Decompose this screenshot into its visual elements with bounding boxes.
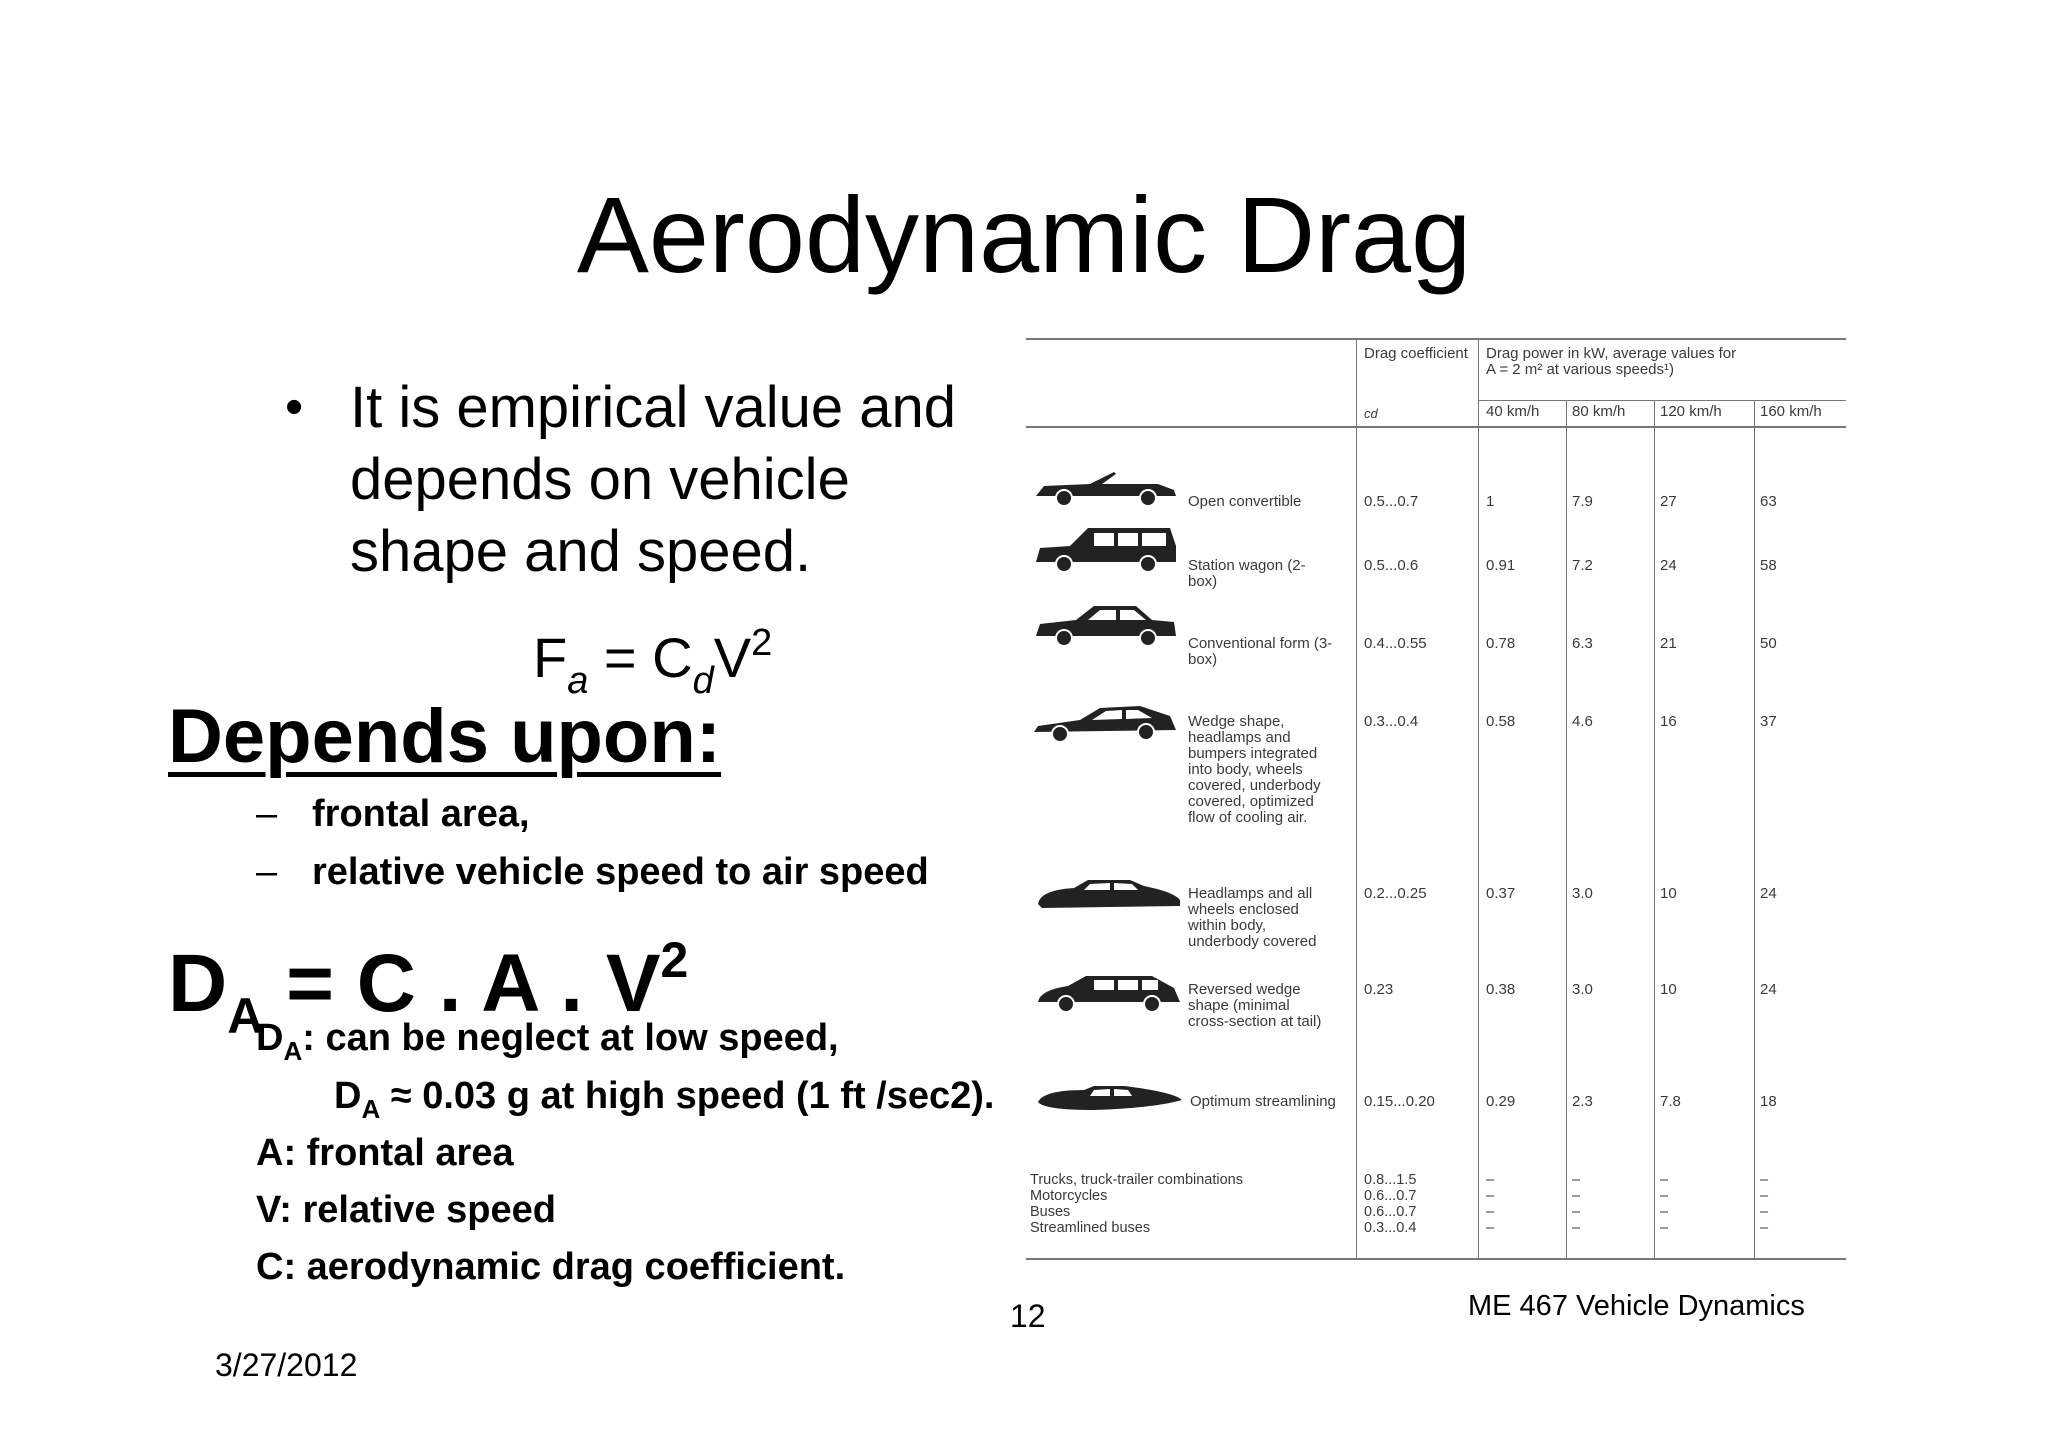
- row-power-40: 1: [1486, 493, 1495, 510]
- table-rule: [1654, 400, 1655, 1258]
- table-rule: [1026, 426, 1846, 428]
- other-power-dash: –: [1760, 1172, 1769, 1188]
- bullet-text: It is empirical value and depends on vehicle shape and speed.: [350, 375, 957, 584]
- wedge-car-icon: [1030, 702, 1180, 746]
- other-cd: 0.3...0.4: [1364, 1220, 1417, 1236]
- depends-heading: Depends upon:: [168, 694, 722, 779]
- row-description: Open convertible: [1188, 493, 1302, 510]
- header-speed-120: 120 km/h: [1660, 403, 1722, 420]
- other-cd: 0.6...0.7: [1364, 1204, 1417, 1220]
- other-cd: 0.6...0.7: [1364, 1188, 1417, 1204]
- other-power-dash: –: [1486, 1204, 1495, 1220]
- table-rule: [1356, 338, 1357, 1258]
- other-power-dash: –: [1486, 1172, 1495, 1188]
- row-power-80: 4.6: [1572, 713, 1593, 730]
- other-cd: 0.8...1.5: [1364, 1172, 1417, 1188]
- table-rule: [1026, 338, 1846, 340]
- header-cd-symbol: cd: [1364, 406, 1378, 421]
- row-description: Headlamps and all wheels enclosed within body, underbody covered: [1188, 885, 1317, 950]
- row-power-160: 50: [1760, 635, 1777, 652]
- row-power-40: 0.37: [1486, 885, 1516, 902]
- row-cd: 0.4...0.55: [1364, 635, 1427, 652]
- row-power-120: 16: [1660, 713, 1677, 730]
- row-cd: 0.2...0.25: [1364, 885, 1427, 902]
- row-description: Reversed wedge shape (minimal cross-section at tail): [1188, 981, 1322, 1030]
- table-rule: [1754, 400, 1755, 1258]
- note-high-speed: $D_A \approx 0.03$ g at high speed (1 ft /sec2).: [334, 1075, 995, 1124]
- bullet-marker: •: [285, 378, 304, 436]
- row-cd: 0.3...0.4: [1364, 713, 1419, 730]
- force-formula: $F_a = C_dV^2$: [533, 622, 773, 702]
- row-power-80: 3.0: [1572, 885, 1593, 902]
- row-cd: 0.23: [1364, 981, 1394, 998]
- reversed-wedge-car-icon: [1034, 970, 1184, 1014]
- drag-formula: $D_A = C$ . A . $V^2$: [168, 932, 689, 1044]
- header-drag-coefficient: Drag coefficient: [1364, 345, 1468, 362]
- other-power-dash: –: [1660, 1172, 1669, 1188]
- note-low-speed: $D_A$: can be neglect at low speed,: [256, 1017, 839, 1066]
- row-description: Optimum streamlining: [1190, 1093, 1336, 1110]
- row-power-120: 27: [1660, 493, 1677, 510]
- row-cd: 0.5...0.7: [1364, 493, 1419, 510]
- other-power-dash: –: [1572, 1204, 1581, 1220]
- other-power-dash: –: [1486, 1220, 1495, 1236]
- table-rule: [1478, 400, 1846, 401]
- row-power-80: 2.3: [1572, 1093, 1593, 1110]
- other-power-dash: –: [1572, 1172, 1581, 1188]
- enclosed-wheels-car-icon: [1034, 876, 1184, 916]
- dependency-item: – frontal area,: [256, 793, 530, 835]
- station-wagon-icon: [1030, 520, 1180, 576]
- row-power-80: 7.9: [1572, 493, 1593, 510]
- other-power-dash: –: [1572, 1188, 1581, 1204]
- slide-date: 3/27/2012: [215, 1347, 358, 1383]
- note-drag-coefficient: C: aerodynamic drag coefficient.: [256, 1246, 846, 1288]
- row-power-160: 24: [1760, 981, 1777, 998]
- row-cd: 0.15...0.20: [1364, 1093, 1435, 1110]
- conventional-car-icon: [1030, 598, 1180, 650]
- row-power-160: 37: [1760, 713, 1777, 730]
- header-speed-40: 40 km/h: [1486, 403, 1540, 420]
- header-drag-power: Drag power in kW, average values for: [1486, 345, 1737, 362]
- streamlined-car-icon: [1034, 1082, 1184, 1118]
- table-rule: [1478, 338, 1479, 1258]
- row-power-40: 0.91: [1486, 557, 1516, 574]
- row-power-80: 6.3: [1572, 635, 1593, 652]
- other-power-dash: –: [1760, 1188, 1769, 1204]
- note-relative-speed: V: relative speed: [256, 1189, 556, 1231]
- other-power-dash: –: [1660, 1204, 1669, 1220]
- note-frontal-area: A: frontal area: [256, 1132, 514, 1174]
- row-power-160: 63: [1760, 493, 1777, 510]
- row-description: Conventional form (3-box): [1188, 635, 1333, 668]
- header-speed-160: 160 km/h: [1760, 403, 1822, 420]
- row-description: Wedge shape, headlamps and bumpers integrated into body, wheels covered, underbody covered, optimized flow of cooling air.: [1188, 713, 1321, 826]
- row-power-40: 0.78: [1486, 635, 1516, 652]
- row-description: Station wagon (2-box): [1188, 557, 1306, 590]
- row-cd: 0.5...0.6: [1364, 557, 1419, 574]
- row-power-40: 0.58: [1486, 713, 1516, 730]
- other-power-dash: –: [1760, 1220, 1769, 1236]
- header-drag-power-area: A = 2 m² at various speeds¹): [1486, 361, 1674, 378]
- header-speed-80: 80 km/h: [1572, 403, 1626, 420]
- row-power-120: 10: [1660, 981, 1677, 998]
- open-convertible-icon: [1030, 466, 1180, 510]
- table-rule: [1566, 400, 1567, 1258]
- row-power-120: 10: [1660, 885, 1677, 902]
- other-vehicle: Motorcycles: [1030, 1188, 1108, 1204]
- other-vehicle: Trucks, truck-trailer combinations: [1030, 1172, 1243, 1188]
- page-number: 12: [1010, 1298, 1046, 1334]
- slide-title: Aerodynamic Drag: [576, 174, 1472, 295]
- row-power-160: 58: [1760, 557, 1777, 574]
- other-power-dash: –: [1660, 1188, 1669, 1204]
- other-power-dash: –: [1572, 1220, 1581, 1236]
- drag-coefficient-table: [1026, 338, 1850, 1260]
- course-footer: ME 467 Vehicle Dynamics: [1468, 1290, 1805, 1322]
- other-power-dash: –: [1486, 1188, 1495, 1204]
- other-vehicle: Streamlined buses: [1030, 1220, 1151, 1236]
- table-rule: [1026, 1258, 1846, 1260]
- row-power-120: 21: [1660, 635, 1677, 652]
- other-power-dash: –: [1760, 1204, 1769, 1220]
- row-power-80: 3.0: [1572, 981, 1593, 998]
- row-power-160: 18: [1760, 1093, 1777, 1110]
- other-vehicle: Buses: [1030, 1204, 1071, 1220]
- row-power-120: 24: [1660, 557, 1677, 574]
- row-power-40: 0.29: [1486, 1093, 1516, 1110]
- row-power-40: 0.38: [1486, 981, 1516, 998]
- other-power-dash: –: [1660, 1220, 1669, 1236]
- row-power-80: 7.2: [1572, 557, 1593, 574]
- row-power-160: 24: [1760, 885, 1777, 902]
- dependency-item: – relative vehicle speed to air speed: [256, 851, 929, 893]
- row-power-120: 7.8: [1660, 1093, 1681, 1110]
